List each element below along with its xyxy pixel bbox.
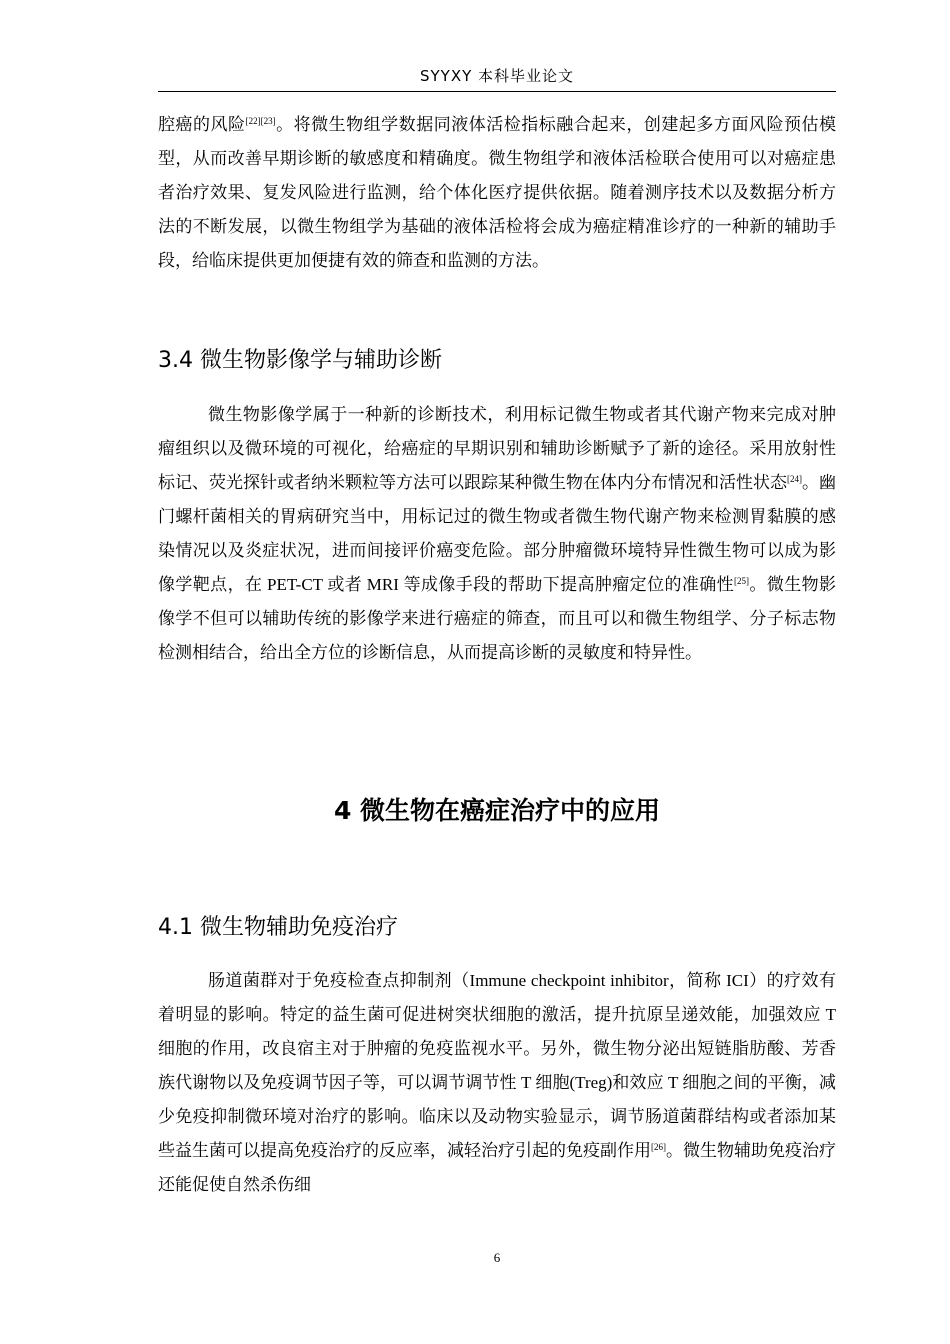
citation: [24] <box>787 474 802 484</box>
running-header: SYYXY 本科毕业论文 <box>419 67 575 85</box>
paragraph-text: 。将微生物组学数据同液体活检指标融合起来，创建起多方面风险预估模型，从而改善早期诊断的敏感度和精确度。微生物组学和液体活检联合使用可以对癌症患者治疗效果、复发风险进行监测，给个体化医疗提供依据。随着测序技术以及数据分析方法的不断发展，以微生物组学为基础的液体活检将会成为癌症精准诊疗的一种新的辅助手段，给临床提供更加便捷有效的筛查和监测的方法。 <box>158 115 837 270</box>
paragraph-microbial-imaging <box>158 398 836 670</box>
section-heading-4-1: 4.1 微生物辅助免疫治疗 <box>158 915 398 940</box>
section-heading-3-4: 3.4 微生物影像学与辅助诊断 <box>158 348 442 373</box>
page-number: 6 <box>493 1250 501 1265</box>
chapter-heading-4: 4 微生物在癌症治疗中的应用 <box>333 796 661 825</box>
paragraph-text: 肠道菌群对于免疫检查点抑制剂（Immune checkpoint inhibitor，简称 ICI）的疗效有着明显的影响。特定的益生菌可促进树突状细胞的激活，提升抗原呈递效能，加强效应 T 细胞的作用，改良宿主对于肿瘤的免疫监视水平。另外，微生物分泌出短链脂肪酸、芳香族代谢物以及免疫调节因子等，可以调节调节性 T 细胞(Treg)和效应 T 细胞之间的平衡，减少免疫抑制微环境对治疗的影响。临床以及动物实验显示，调节肠道菌群结构或者添加某些益生菌可以提高免疫治疗的反应率，减轻治疗引起的免疫副作用 <box>158 971 836 1160</box>
paragraph-text: 腔癌的风险 <box>158 115 246 134</box>
citation: [22][23] <box>245 116 276 126</box>
paragraph-text: 。微生物影像学不但可以辅助传统的影像学来进行癌症的筛查，而且可以和微生物组学、分子标志物检测相结合，给出全方位的诊断信息，从而提高诊断的灵敏度和特异性。 <box>158 575 836 662</box>
paragraph-text: 微生物影像学属于一种新的诊断技术，利用标记微生物或者其代谢产物来完成对肿瘤组织以及微环境的可视化，给癌症的早期识别和辅助诊断赋予了新的途径。采用放射性标记、荧光探针或者纳米颗粒等方法可以跟踪某种微生物在体内分布情况和活性状态 <box>158 405 836 492</box>
paragraph-text: 。微生物辅助免疫治疗还能促使自然杀伤细 <box>158 1141 836 1194</box>
header-rule <box>158 91 836 92</box>
paragraph-liquid-biopsy <box>158 108 836 278</box>
citation: [25] <box>734 576 750 586</box>
paragraph-text: 。幽门螺杆菌相关的胃病研究当中，用标记过的微生物或者微生物代谢产物来检测胃黏膜的感染情况以及炎症状况，进而间接评价癌变危险。部分肿瘤微环境特异性微生物可以成为影像学靶点，在 PET-CT 或者 MRI 等成像手段的帮助下提高肿瘤定位的准确性 <box>158 473 836 594</box>
paragraph-immunotherapy <box>158 964 836 1202</box>
citation: [26] <box>651 1142 666 1152</box>
